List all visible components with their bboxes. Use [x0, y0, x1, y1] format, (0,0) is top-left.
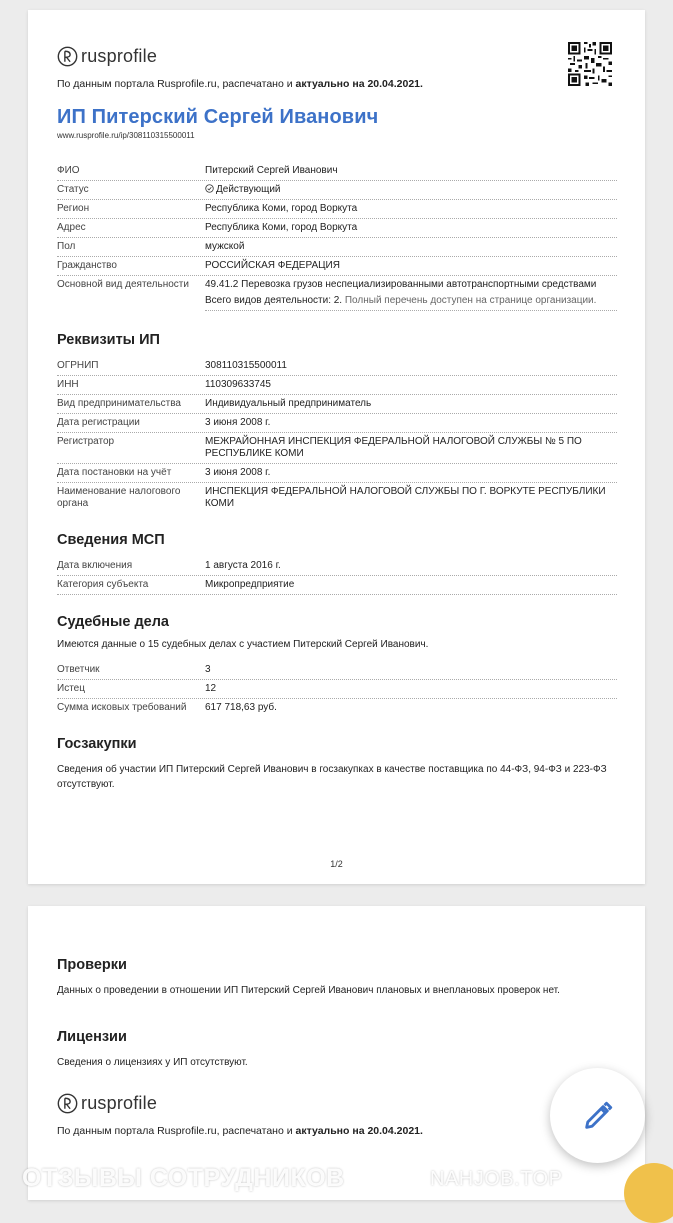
section-title-court: Судебные дела	[57, 614, 169, 630]
court-value: 617 718,63 руб.	[205, 702, 277, 713]
court-row	[57, 680, 617, 699]
section-title-requisites: Реквизиты ИП	[57, 332, 160, 348]
req-value: Индивидуальный предприниматель	[205, 398, 372, 409]
section-title-msp: Сведения МСП	[57, 532, 165, 548]
watermark-site: NAHJOB.TOP	[430, 1168, 563, 1190]
req-key: Наименование налогового органа	[57, 486, 181, 509]
qr-code-icon	[568, 42, 612, 86]
req-row	[57, 464, 617, 483]
profile-url[interactable]: www.rusprofile.ru/ip/308110315500011	[57, 131, 195, 140]
brand-name: rusprofile	[81, 1093, 158, 1113]
req-value: 3 июня 2008 г.	[205, 467, 271, 478]
court-key: Сумма исковых требований	[57, 702, 187, 713]
court-key: Ответчик	[57, 664, 100, 675]
court-intro: Имеются данные о 15 судебных делах с участием Питерский Сергей Иванович.	[57, 639, 429, 650]
print-note-date: актуально на 20.04.2021.	[295, 1125, 423, 1137]
info-row-region	[57, 200, 617, 219]
court-row	[57, 699, 617, 717]
info-key: ФИО	[57, 165, 80, 176]
msp-value: Микропредприятие	[205, 579, 295, 590]
procurement-text: Сведения об участии ИП Питерский Сергей Иванович в госзакупках в качестве поставщика по 44-ФЗ, 94-ФЗ и 223-ФЗ отсутствуют.	[57, 764, 607, 790]
req-key: Дата регистрации	[57, 417, 140, 428]
req-row	[57, 433, 617, 464]
check-circle-icon	[205, 184, 214, 193]
info-key: Адрес	[57, 222, 86, 233]
info-key: Статус	[57, 184, 89, 195]
rusprofile-logo-icon	[57, 46, 78, 67]
status-text: Действующий	[216, 184, 281, 195]
info-key: Гражданство	[57, 260, 117, 271]
page-number: 1/2	[330, 859, 343, 869]
inspections-text: Данных о проведении в отношении ИП Питерский Сергей Иванович плановых и внеплановых проверок нет.	[57, 985, 560, 996]
req-key: Регистратор	[57, 436, 115, 447]
edit-fab-button[interactable]	[550, 1068, 645, 1163]
section-title-inspections: Проверки	[57, 957, 127, 973]
req-value: ИНСПЕКЦИЯ ФЕДЕРАЛЬНОЙ НАЛОГОВОЙ СЛУЖБЫ ПО Г. ВОРКУТЕ РЕСПУБЛИКИ КОМИ	[205, 486, 606, 509]
section-title-procurement: Госзакупки	[57, 736, 137, 752]
req-row	[57, 395, 617, 414]
print-note-date: актуально на 20.04.2021.	[295, 78, 423, 90]
req-key: ОГРНИП	[57, 360, 99, 371]
activities-note	[205, 292, 617, 311]
info-value-status	[205, 184, 617, 196]
req-value: 308110315500011	[205, 360, 287, 371]
req-value: 3 июня 2008 г.	[205, 417, 271, 428]
print-note	[57, 78, 423, 90]
info-value: Республика Коми, город Воркута	[205, 203, 358, 214]
req-key: Дата постановки на учёт	[57, 467, 172, 478]
court-key: Истец	[57, 683, 85, 694]
info-key: Пол	[57, 241, 76, 252]
info-row-fio	[57, 162, 617, 181]
info-value: Республика Коми, город Воркута	[205, 222, 358, 233]
msp-key: Категория субъекта	[57, 579, 149, 590]
msp-key: Дата включения	[57, 560, 133, 571]
req-value: 110309633745	[205, 379, 271, 390]
req-value: МЕЖРАЙОННАЯ ИНСПЕКЦИЯ ФЕДЕРАЛЬНОЙ НАЛОГОВОЙ СЛУЖБЫ № 5 ПО РЕСПУБЛИКЕ КОМИ	[205, 436, 582, 459]
print-note-footer	[57, 1125, 423, 1137]
info-key: Основной вид деятельности	[57, 279, 189, 290]
info-row-citizenship	[57, 257, 617, 276]
activities-link-text[interactable]: Полный перечень доступен на странице организации.	[342, 295, 597, 306]
info-value: Питерский Сергей Иванович	[205, 165, 338, 176]
info-row-address	[57, 219, 617, 238]
req-row	[57, 414, 617, 433]
activities-note-text	[205, 295, 617, 307]
brand-name: rusprofile	[81, 46, 158, 66]
rusprofile-logo-footer	[57, 1093, 157, 1114]
print-note-prefix: По данным портала Rusprofile.ru, распечатано и	[57, 78, 296, 90]
info-value: мужской	[205, 241, 245, 252]
section-title-licenses: Лицензии	[57, 1029, 127, 1045]
info-row-status	[57, 181, 617, 200]
licenses-text: Сведения о лицензиях у ИП отсутствуют.	[57, 1057, 248, 1068]
angry-face-emoji-icon	[624, 1163, 673, 1223]
pdf-page-2	[28, 906, 645, 1200]
page-title: ИП Питерский Сергей Иванович	[57, 106, 379, 128]
court-row	[57, 661, 617, 680]
rusprofile-logo	[57, 46, 157, 67]
req-row	[57, 483, 617, 513]
msp-row	[57, 576, 617, 595]
req-key: ИНН	[57, 379, 79, 390]
info-row-gender	[57, 238, 617, 257]
watermark-text: ОТЗЫВЫ СОТРУДНИКОВ	[22, 1164, 345, 1192]
msp-row	[57, 557, 617, 576]
rusprofile-logo-icon	[57, 1093, 78, 1114]
info-value: 49.41.2 Перевозка грузов неспециализированными автотранспортными средствами	[205, 279, 597, 290]
info-value: РОССИЙСКАЯ ФЕДЕРАЦИЯ	[205, 260, 340, 271]
court-value: 12	[205, 683, 217, 694]
req-key: Вид предпринимательства	[57, 398, 181, 409]
court-value: 3	[205, 664, 211, 675]
req-row	[57, 357, 617, 376]
msp-value: 1 августа 2016 г.	[205, 560, 281, 571]
print-note-prefix: По данным портала Rusprofile.ru, распечатано и	[57, 1125, 296, 1137]
req-row	[57, 376, 617, 395]
info-key: Регион	[57, 203, 90, 214]
pdf-page-1	[28, 10, 645, 884]
pencil-icon	[581, 1099, 615, 1133]
activities-count: Всего видов деятельности: 2.	[205, 295, 343, 306]
